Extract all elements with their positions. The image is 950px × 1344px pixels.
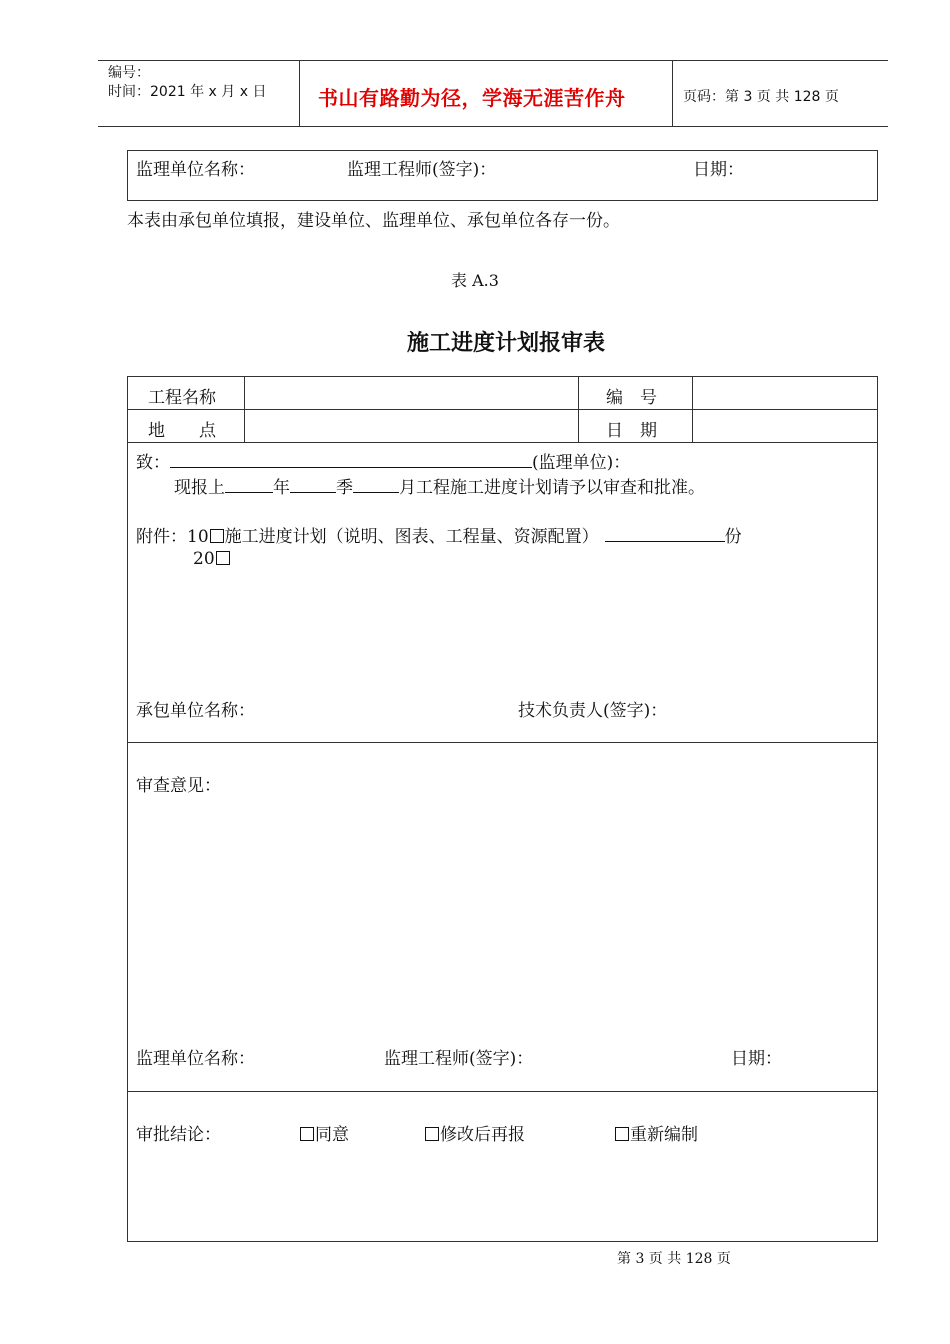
attachment-line-1: 附件：10 施工进度计划（说明、图表、工程量、资源配置） 份 bbox=[136, 522, 742, 547]
project-name-label: 工程名称 bbox=[148, 388, 216, 408]
project-name-field[interactable] bbox=[245, 377, 577, 408]
location-label: 地 点 bbox=[148, 421, 216, 441]
review-date-label: 日期： bbox=[731, 1049, 782, 1069]
header-divider bbox=[672, 60, 673, 127]
supervisor-unit-label: 监理单位名称： bbox=[136, 1049, 255, 1069]
checkbox-icon[interactable] bbox=[216, 551, 230, 565]
option-agree[interactable] bbox=[299, 1120, 349, 1145]
location-field[interactable] bbox=[245, 410, 577, 441]
option-redo-label: 重新编制 bbox=[630, 1125, 698, 1145]
quarter-label: 季 bbox=[336, 478, 353, 498]
checkbox-icon[interactable] bbox=[210, 529, 224, 543]
project-number-label: 编 号 bbox=[606, 388, 657, 408]
review-opinion-label: 审查意见： bbox=[136, 776, 221, 796]
attachment-line-2: 20 bbox=[193, 549, 231, 569]
attachment-item-1: 施工进度计划（说明、图表、工程量、资源配置） bbox=[224, 527, 599, 547]
header-slogan: 书山有路勤为径，学海无涯苦作舟 bbox=[318, 86, 626, 110]
prev-date-label: 日期： bbox=[693, 160, 744, 180]
approval-label: 审批结论： bbox=[136, 1125, 221, 1145]
doc-time-label: 时间：2021 年 x 月 x 日 bbox=[108, 84, 267, 100]
to-suffix: (监理单位)： bbox=[532, 453, 631, 473]
tech-lead-sign-label: 技术负责人(签字)： bbox=[518, 701, 668, 721]
contractor-name-label: 承包单位名称： bbox=[136, 701, 255, 721]
report-line bbox=[174, 473, 705, 498]
to-label: 致： bbox=[136, 453, 170, 473]
date-label: 日 期 bbox=[606, 421, 657, 441]
prev-supervisor-unit-label: 监理单位名称： bbox=[136, 160, 255, 180]
form-table bbox=[127, 376, 878, 1242]
copies-note: 本表由承包单位填报，建设单位、监理单位、承包单位各存一份。 bbox=[127, 211, 620, 231]
checkbox-icon[interactable] bbox=[425, 1127, 439, 1141]
copies-unit: 份 bbox=[724, 527, 742, 547]
checkbox-icon[interactable] bbox=[615, 1127, 629, 1141]
header-bottom-rule bbox=[98, 126, 888, 127]
quarter-blank[interactable] bbox=[290, 474, 336, 493]
row-rule bbox=[127, 442, 878, 443]
row-rule bbox=[127, 742, 878, 743]
attachment-label: 附件：1 bbox=[136, 527, 198, 547]
header-top-rule bbox=[98, 60, 888, 61]
year-label: 年 bbox=[273, 478, 290, 498]
column-rule bbox=[578, 376, 579, 442]
month-blank[interactable] bbox=[353, 474, 399, 493]
checkbox-icon[interactable] bbox=[300, 1127, 314, 1141]
option-modify[interactable] bbox=[424, 1120, 525, 1145]
project-number-field[interactable] bbox=[693, 377, 877, 408]
header-divider bbox=[299, 60, 300, 127]
year-blank[interactable] bbox=[225, 474, 273, 493]
option-agree-label: 同意 bbox=[315, 1125, 349, 1145]
prev-supervisor-engineer-label: 监理工程师(签字)： bbox=[347, 160, 497, 180]
page-footer: 第 3 页 共 128 页 bbox=[617, 1251, 731, 1267]
doc-number-label: 编号： bbox=[108, 65, 150, 81]
row-rule bbox=[127, 1091, 878, 1092]
report-tail: 月工程施工进度计划请予以审查和批准。 bbox=[399, 478, 705, 498]
option-modify-label: 修改后再报 bbox=[440, 1125, 525, 1145]
date-field[interactable] bbox=[693, 410, 877, 441]
header-page-info: 页码：第 3 页 共 128 页 bbox=[683, 89, 839, 105]
supervisor-engineer-label: 监理工程师(签字)： bbox=[384, 1049, 534, 1069]
report-prefix: 现报上 bbox=[174, 478, 225, 498]
form-title: 施工进度计划报审表 bbox=[406, 331, 605, 356]
attachment-item-2-number: 2 bbox=[193, 549, 204, 569]
option-redo[interactable] bbox=[614, 1120, 698, 1145]
copies-blank[interactable] bbox=[605, 523, 725, 542]
supervisor-unit-blank[interactable] bbox=[170, 449, 532, 468]
addressee-line bbox=[136, 448, 630, 473]
table-number: 表 A.3 bbox=[451, 271, 499, 290]
